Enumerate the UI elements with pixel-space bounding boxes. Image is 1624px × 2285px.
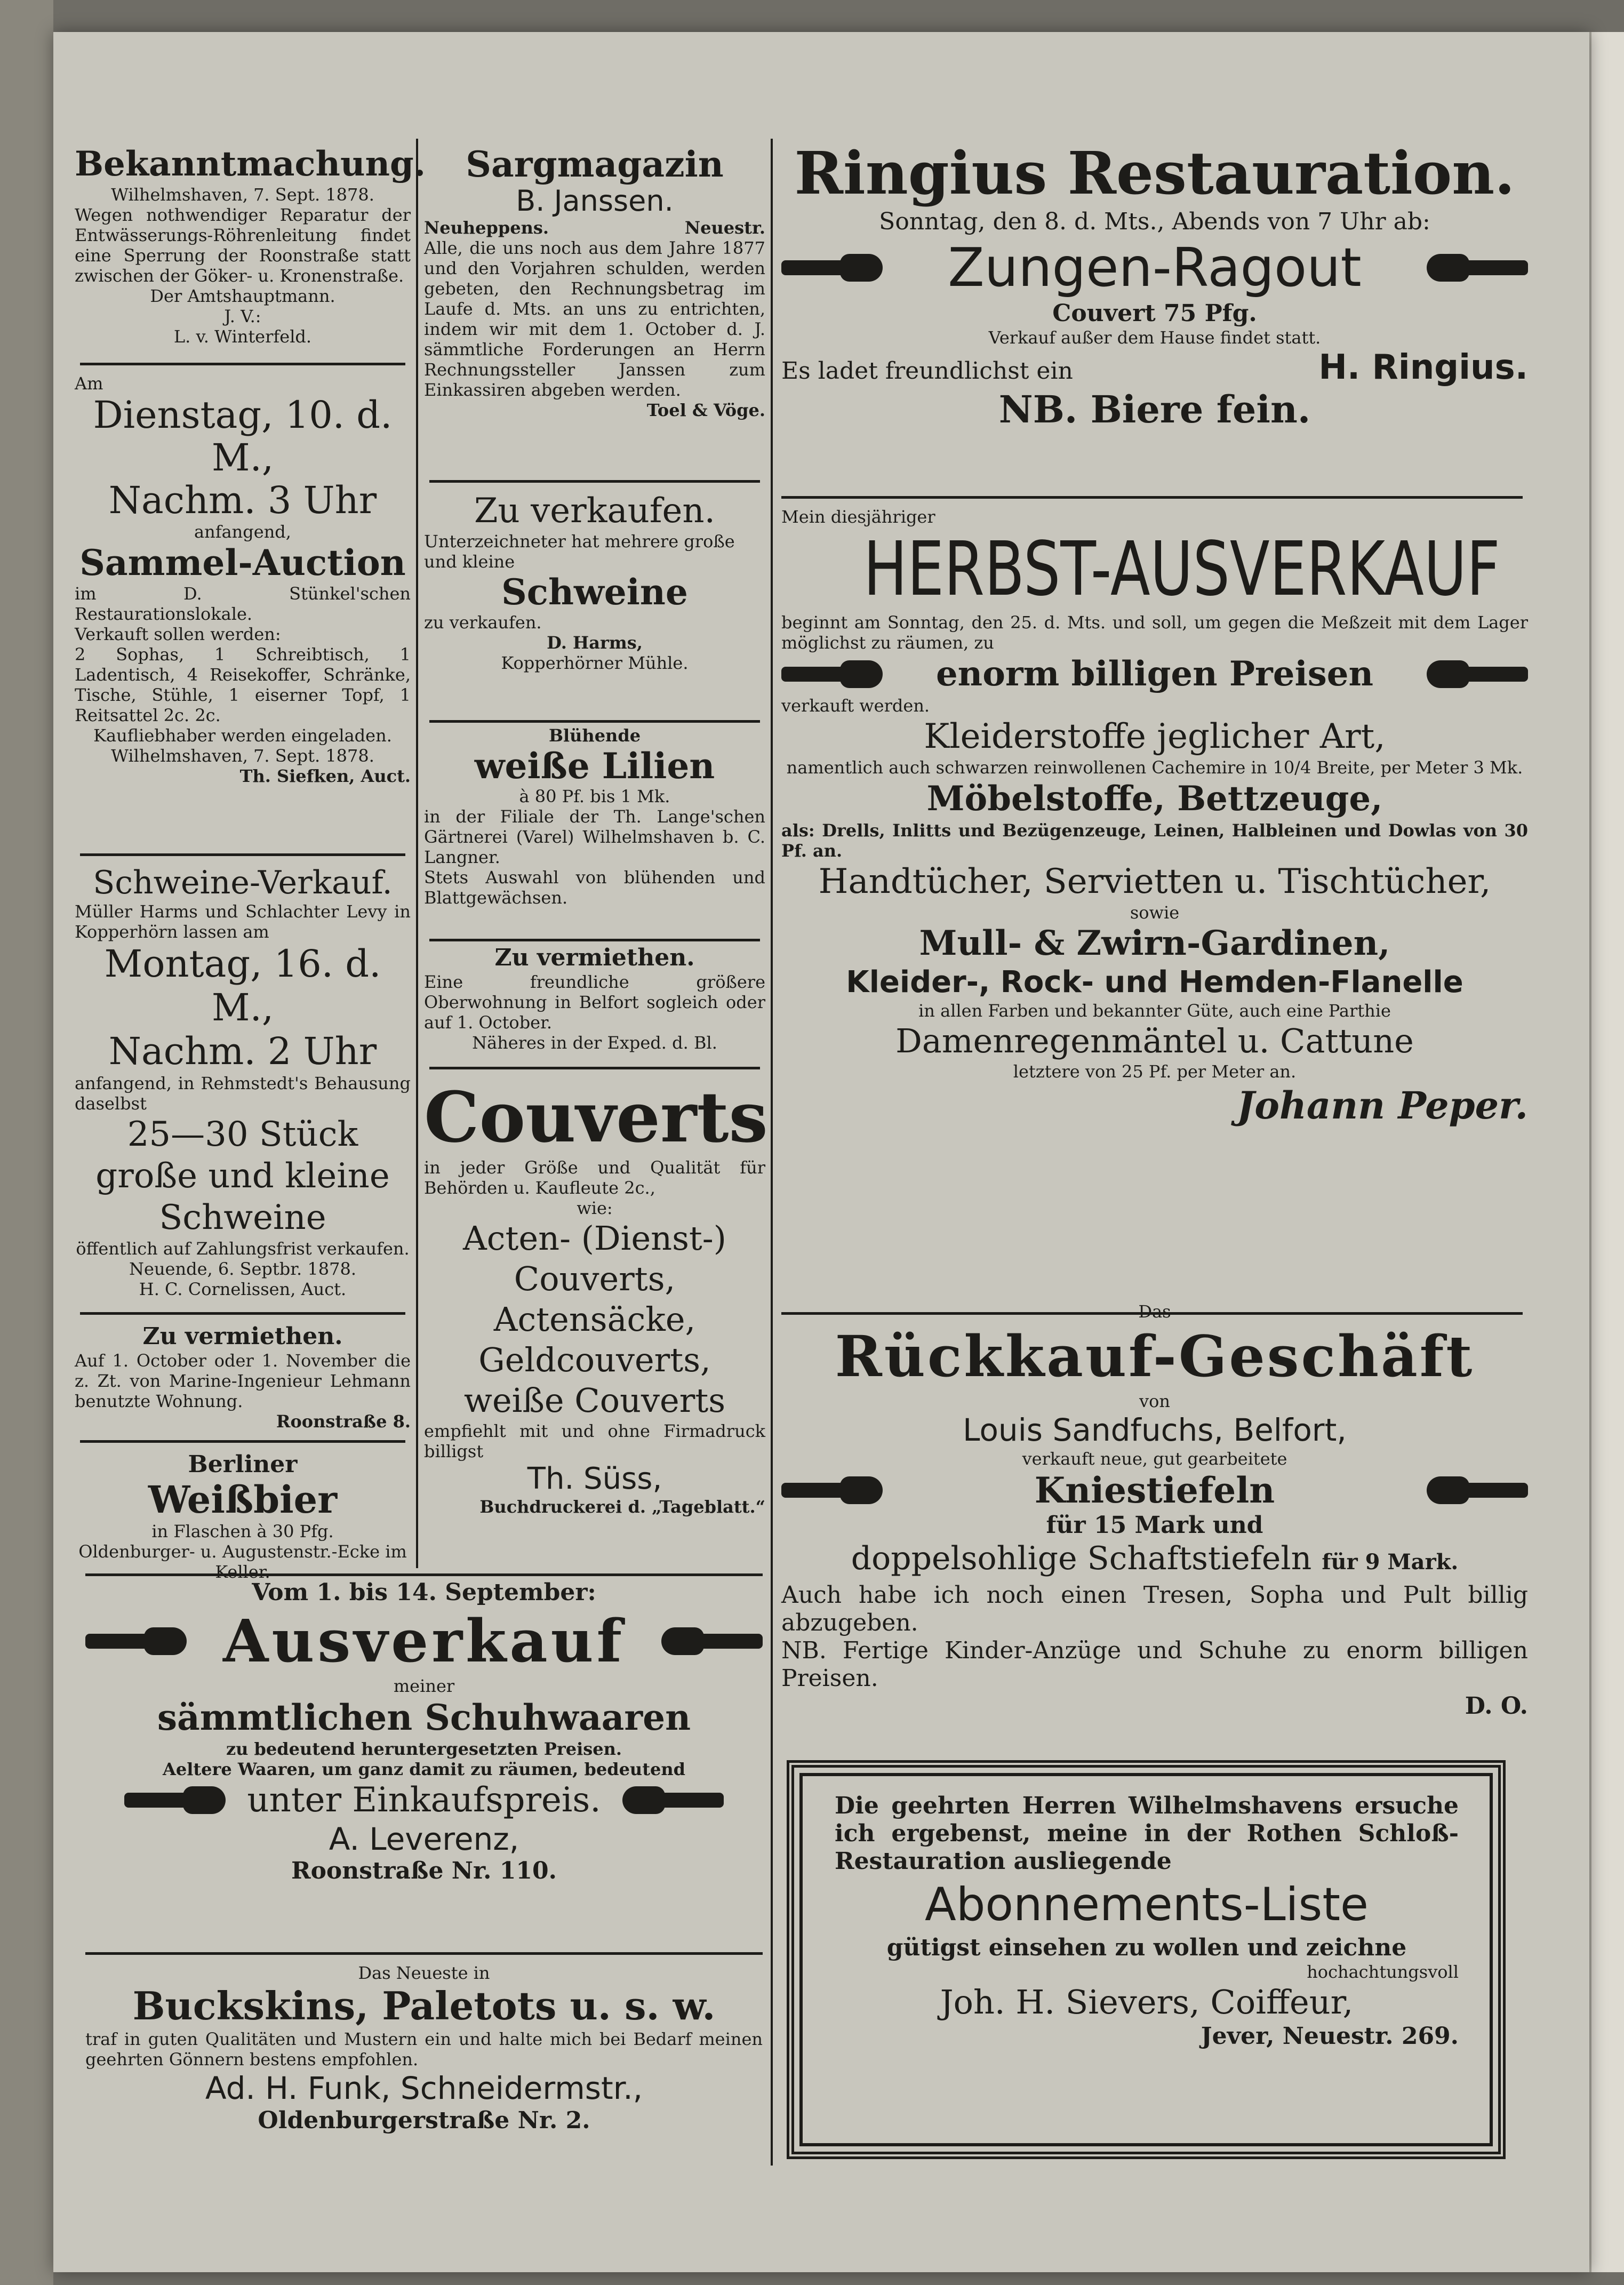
ad-signature: Toel & Vöge. [646, 400, 765, 420]
ad-price: Couvert 75 Pfg. [1052, 300, 1257, 327]
ad-row [781, 1539, 1528, 1581]
pointing-hand-icon [124, 1784, 226, 1816]
ad-text: verkauft neue, gut gearbeitete [1022, 1449, 1287, 1469]
ad-item: enorm billigen Preisen [935, 654, 1374, 694]
ad-couverts [424, 1076, 768, 1517]
pointing-hand-icon [1427, 658, 1528, 690]
ad-title: HERBST-AUSVERKAUF [863, 526, 1500, 613]
ad-address: Neuestr. [684, 218, 765, 238]
pointing-hand-icon [622, 1784, 724, 1816]
ad-text: gütigst einsehen zu wollen und zeichne [886, 1934, 1407, 1961]
ad-title: Ausverkauf [223, 1607, 625, 1675]
ad-item: Couverts, [514, 1259, 676, 1298]
ad-address: Roonstraße 8. [276, 1411, 411, 1432]
ad-item: Kniestiefeln [1034, 1469, 1275, 1511]
ad-signature: D. Harms, [547, 633, 643, 653]
ad-text: Verkauft sollen werden: [75, 624, 281, 644]
ad-date: Neuende, 6. Septbr. 1878. [129, 1259, 356, 1279]
pointing-hand-icon [85, 1625, 187, 1657]
ad-text: Stets Auswahl von blühenden und Blattgewächsen. [424, 867, 765, 908]
ad-text: Unterzeichneter hat mehrere große und kleine [424, 531, 735, 572]
ad-time: Nachm. 3 Uhr [108, 478, 377, 522]
ad-text: Auch habe ich noch einen Tresen, Sopha und Pult billig abzugeben. [781, 1581, 1528, 1636]
ad-row [781, 348, 1528, 387]
pointing-hand-icon [781, 252, 883, 284]
ad-address: Roonstraße Nr. 110. [291, 1857, 557, 1884]
ad-kind: Schweine [159, 1198, 326, 1237]
ad-title: Zu vermiethen. [142, 1323, 343, 1350]
ad-title: Sammel-Auction [79, 542, 406, 584]
ad-price: für 15 Mark und [1046, 1512, 1263, 1539]
ad-text: sowie [1130, 902, 1180, 923]
ad-title: Sargmagazin [466, 143, 724, 185]
ad-day: Montag, 16. d. M., [104, 942, 381, 1029]
ad-body: in der Filiale der Th. Lange'schen Gärtnerei (Varel) Wilhelmshaven b. C. Langner. [424, 806, 765, 867]
ad-address: Kopperhörner Mühle. [501, 653, 689, 673]
ad-title: Couverts [424, 1076, 768, 1158]
column-rule-2 [771, 139, 773, 2166]
ad-day: Dienstag, 10. d. M., [93, 393, 393, 480]
ad-item: Möbelstoffe, Bettzeuge, [926, 779, 1383, 819]
ad-item: Geldcouverts, [478, 1340, 711, 1379]
ad-signature: H. C. Cornelissen, Auct. [139, 1279, 347, 1299]
ad-body: traf in guten Qualitäten und Mustern ein und halte mich bei Bedarf meinen geehrten Gönnern bestens empfohlen. [85, 2029, 763, 2070]
ad-text: Vom 1. bis 14. September: [252, 1579, 596, 1606]
ad-text: Blühende [548, 725, 641, 746]
ad-title: Weißbier [148, 1477, 338, 1522]
divider [85, 1573, 763, 1576]
ad-title: Rückkauf-Geschäft [835, 1323, 1475, 1389]
ad-schweine-verkauf [75, 864, 411, 1299]
ad-text: Näheres in der Exped. d. Bl. [472, 1033, 717, 1053]
ad-text: namentlich auch schwarzen reinwollenen Cachemire in 10/4 Breite, per Meter 3 Mk. [786, 757, 1523, 778]
ad-ringius [781, 139, 1528, 432]
ad-zu-vermiethen [75, 1323, 411, 1432]
divider [85, 1952, 763, 1955]
ad-address: Jever, Neuestr. 269. [1201, 2023, 1459, 2050]
ad-title-row [781, 236, 1528, 300]
ad-item: doppelsohlige Schaftstiefeln [851, 1540, 1312, 1577]
ad-count: 25—30 Stück [127, 1115, 358, 1154]
ad-title: Zu verkaufen. [474, 491, 715, 531]
ad-ausverkauf [85, 1579, 763, 1885]
ad-zu-vermiethen-2 [424, 944, 765, 1053]
ad-text: im D. Stünkel'schen Restaurationslokale. [75, 584, 411, 624]
ad-item: Actensäcke, [493, 1300, 696, 1339]
ad-text: Sonntag, den 8. d. Mts., Abends von 7 Uhr ab: [879, 208, 1430, 235]
ad-text: in allen Farben und bekannter Güte, auch eine Parthie [918, 1001, 1391, 1021]
ad-address: Oldenburgerstraße Nr. 2. [258, 2107, 590, 2134]
ad-text: öffentlich auf Zahlungsfrist verkaufen. [76, 1239, 410, 1259]
pointing-hand-icon [1427, 252, 1528, 284]
ad-title: Buckskins, Paletots u. s. w. [132, 1983, 716, 2028]
divider [429, 720, 760, 723]
ad-item: Kleiderstoffe jeglicher Art, [924, 717, 1386, 756]
ad-time: Nachm. 2 Uhr [108, 1029, 377, 1073]
ad-text: wie: [577, 1198, 613, 1218]
ad-text: unter Einkaufspreis. [247, 1780, 601, 1820]
ad-text: Das Neueste in [358, 1963, 490, 1983]
ad-signature: Ad. H. Funk, Schneidermstr., [205, 2070, 643, 2106]
ad-row [85, 1779, 763, 1821]
ad-body: Alle, die uns noch aus dem Jahre 1877 und den Vorjahren schulden, werden gebeten, den Rechnungsbetrag im Laufe d. Mts. an uns zu entrichten, indem wir mit dem 1. October d. J. sämmtliche Forderungen an Herrn Rechnungssteller Janssen zum Einkassiren abgeben werden. [424, 238, 765, 400]
ad-title: Schweine-Verkauf. [93, 864, 393, 901]
ad-title: Ringius Restauration. [794, 139, 1515, 207]
ad-text: Es ladet freundlichst ein [781, 357, 1073, 385]
ad-signature: A. Leverenz, [329, 1821, 519, 1857]
ad-title: weiße Lilien [474, 745, 715, 787]
ad-text: Müller Harms und Schlachter Levy in Kopperhörn lassen am [75, 901, 411, 942]
pointing-hand-icon [661, 1625, 763, 1657]
divider [80, 1312, 405, 1315]
ad-item: weiße Couverts [463, 1381, 726, 1420]
column-rule-1 [416, 139, 418, 1568]
ad-title: Zu vermiethen. [494, 944, 695, 971]
divider [80, 853, 405, 856]
ad-price: für 9 Mark. [1322, 1549, 1459, 1575]
ad-item: Acten- (Dienst-) [463, 1219, 726, 1258]
pointing-hand-icon [1427, 1474, 1528, 1506]
ad-sammel-auction [75, 373, 411, 786]
book-spine [0, 0, 53, 2285]
ad-address: Neuheppens. [424, 218, 549, 238]
ad-body: beginnt am Sonntag, den 25. d. Mts. und soll, um gegen die Meßzeit mit dem Lager möglichst zu räumen, zu [781, 612, 1528, 653]
divider [429, 1067, 760, 1069]
ad-address: Buchdruckerei d. „Tageblatt.“ [479, 1497, 765, 1517]
ad-row [781, 1469, 1528, 1512]
ad-date: Wilhelmshaven, 7. Sept. 1878. [111, 185, 374, 205]
ad-body: Auf 1. October oder 1. November die z. Zt. von Marine-Ingenieur Lehmann benutzte Wohnung. [75, 1351, 411, 1411]
ad-text: meiner [393, 1676, 455, 1696]
ad-lilien [424, 725, 765, 908]
ad-item: Handtücher, Servietten u. Tischtücher, [818, 862, 1491, 901]
ad-text: Kaufliebhaber werden eingeladen. [93, 725, 392, 746]
ad-text: Das [1138, 1301, 1171, 1322]
ad-text: in Flaschen à 30 Pfg. [151, 1521, 334, 1541]
ad-weissbier [75, 1451, 411, 1582]
ad-name: B. Janssen. [516, 184, 674, 218]
ad-text: NB. Fertige Kinder-Anzüge und Schuhe zu enorm billigen Preisen. [781, 1637, 1528, 1692]
ad-text: NB. Biere fein. [998, 387, 1311, 432]
newspaper-page [53, 32, 1589, 2272]
divider [80, 363, 405, 365]
ad-zu-verkaufen [424, 491, 765, 673]
ad-text: Berliner [188, 1451, 298, 1478]
ad-item: Damenregenmäntel u. Cattune [895, 1021, 1414, 1060]
ad-rueckkauf [781, 1301, 1528, 1720]
ad-dish: Zungen-Ragout [948, 236, 1362, 299]
ad-text: Aeltere Waaren, um ganz damit zu räumen, bedeutend [163, 1759, 685, 1779]
ad-signature: Th. Siefken, Auct. [239, 766, 411, 786]
ad-items: 2 Sophas, 1 Schreibtisch, 1 Ladentisch, 4 Reisekoffer, Schränke, Tische, Stühle, 1 eiserner Topf, 1 Reitsattel 2c. 2c. [75, 644, 411, 725]
page-edge [1589, 32, 1624, 2272]
ad-item: Schweine [501, 571, 688, 613]
ad-text: Verkauf außer dem Hause findet statt. [988, 327, 1321, 348]
pointing-hand-icon [781, 1474, 883, 1506]
ad-text: Mein diesjähriger [781, 507, 935, 527]
ad-item: Kleider-, Rock- und Hemden-Flanelle [846, 965, 1463, 1000]
ad-body: Die geehrten Herren Wilhelmshavens ersuche ich ergebenst, meine in der Rothen Schloß-Restauration ausliegende [835, 1792, 1459, 1875]
ad-signature: D. O. [1465, 1692, 1528, 1720]
divider [781, 496, 1523, 499]
ad-text: anfangend, [194, 522, 291, 542]
ad-signature: H. Ringius. [1318, 348, 1528, 387]
ad-text: als: Drells, Inlitts und Bezügenzeuge, Leinen, Halbleinen und Dowlas von 30 Pf. an. [781, 820, 1528, 861]
divider [429, 939, 760, 941]
ad-text: zu verkaufen. [424, 612, 542, 633]
ad-address-row [424, 218, 765, 238]
ad-title: Abonnements-Liste [925, 1878, 1369, 1931]
ad-herbst-ausverkauf [781, 507, 1528, 1130]
pointing-hand-icon [781, 658, 883, 690]
ad-text: von [1139, 1391, 1170, 1411]
ad-signature: Johann Peper. [1237, 1083, 1528, 1128]
ad-buckskins [85, 1963, 763, 2135]
ad-body: in jeder Größe und Qualität für Behörden u. Kaufleute 2c., [424, 1157, 765, 1198]
ad-item: Mull- & Zwirn-Gardinen, [919, 923, 1390, 963]
ad-title: Bekanntmachung. [75, 144, 426, 184]
ad-text: Am [75, 373, 103, 394]
ad-text: hochachtungsvoll [1307, 1962, 1459, 1982]
ad-text: empfiehlt mit und ohne Firmadruck billigst [424, 1421, 765, 1461]
ad-body: Wegen nothwendiger Reparatur der Entwässerungs-Röhrenleitung findet eine Sperrung der Roonstraße statt zwischen der Göker- u. Kronenstraße. [75, 205, 411, 286]
divider [80, 1440, 405, 1443]
ad-abonnements [835, 1792, 1459, 2050]
ad-text: anfangend, in Rehmstedt's Behausung daselbst [75, 1073, 411, 1114]
ad-text: zu bedeutend heruntergesetzten Preisen. [226, 1739, 622, 1759]
ad-address: Oldenburger- u. Augustenstr.-Ecke im Keller. [78, 1541, 407, 1582]
ad-item: sämmtlichen Schuhwaaren [157, 1697, 691, 1738]
ad-signature: J. V.: [224, 306, 261, 326]
ad-price: à 80 Pf. bis 1 Mk. [519, 786, 670, 806]
ad-text: verkauft werden. [781, 696, 930, 716]
ad-signature: Der Amtshauptmann. [150, 286, 335, 306]
ad-title-row [85, 1607, 763, 1676]
ad-row [781, 653, 1528, 696]
ad-name: Louis Sandfuchs, Belfort, [963, 1412, 1347, 1448]
divider [429, 480, 760, 483]
ad-sargmagazin [424, 144, 765, 420]
ad-kind: große und kleine [95, 1156, 390, 1196]
ad-signature: Joh. H. Sievers, Coiffeur, [940, 1983, 1354, 2022]
ad-date: Wilhelmshaven, 7. Sept. 1878. [111, 746, 374, 766]
ad-body: Eine freundliche größere Oberwohnung in Belfort sogleich oder auf 1. October. [424, 972, 765, 1033]
ad-text: letztere von 25 Pf. per Meter an. [1013, 1061, 1297, 1082]
ad-signature: L. v. Winterfeld. [173, 326, 312, 347]
ad-signature: Th. Süss, [527, 1461, 662, 1496]
ad-bekanntmachung [75, 144, 426, 347]
